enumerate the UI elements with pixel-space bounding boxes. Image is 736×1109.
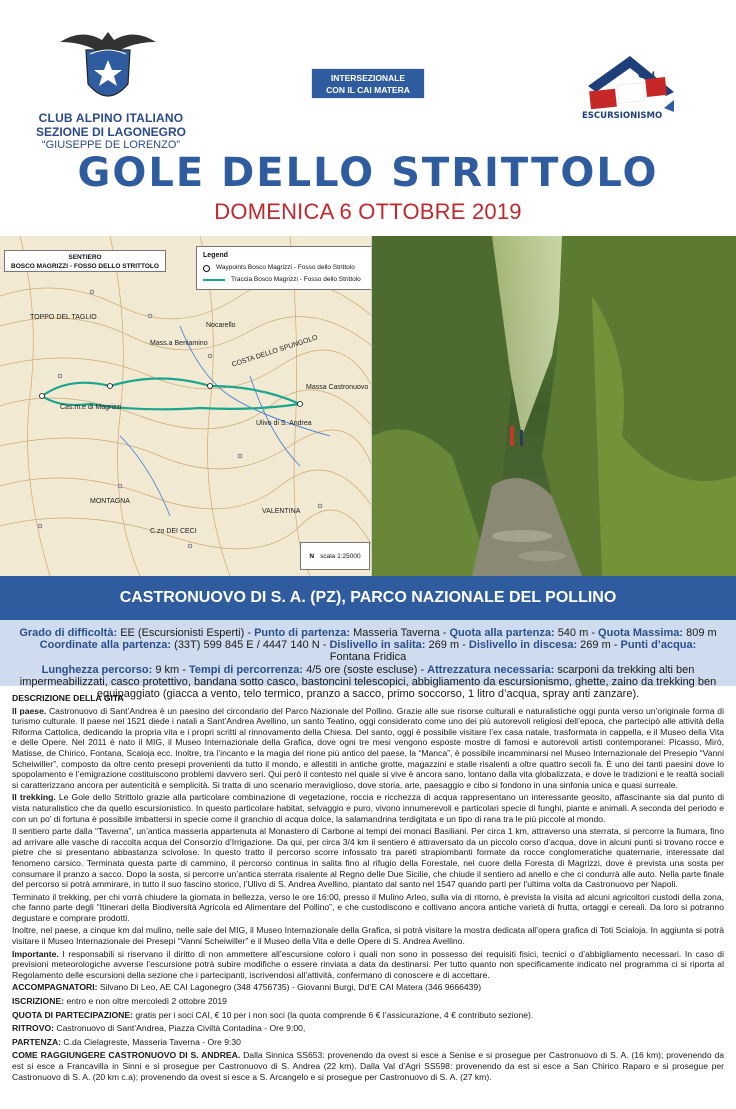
- paese-label: Il paese.: [12, 705, 47, 716]
- map-label-ulivo: Ulivo di S. Andrea: [256, 420, 312, 427]
- description-heading: DESCRIZIONE DELLA GITA: [12, 693, 124, 703]
- trekking-label: Il trekking.: [12, 792, 56, 803]
- paragraph-important: [12, 949, 724, 981]
- map-label-nocarello: Nocarello: [206, 322, 236, 329]
- departure-value: C.da Cielagreste, Masseria Taverna - Ore 9:30: [63, 1036, 241, 1047]
- meeting-line: [12, 1023, 724, 1034]
- departure-line: [12, 1037, 724, 1048]
- start-value: Masseria Taverna: [353, 627, 440, 639]
- up-value: 269 m: [428, 639, 460, 652]
- cai-escursionismo-logo-icon: [578, 56, 678, 122]
- signup-value: entro e non oltre mercoledì 2 ottobre 2019: [66, 996, 227, 1007]
- north-arrow-icon: N: [309, 552, 315, 560]
- coords-label: Coordinate alla partenza:: [39, 639, 172, 652]
- map-trail-title: [4, 250, 166, 272]
- legend-track-row: [203, 274, 365, 286]
- legend-waypoints: Waypoints Bosco Magrizzi - Fosso dello Strittolo: [216, 264, 355, 271]
- map-label-castronuovo: Massa Castronuovo: [306, 384, 369, 391]
- down-label: Dislivello in discesa:: [468, 639, 578, 652]
- map-label-valentina: VALENTINA: [262, 508, 301, 515]
- location-banner: CASTRONUOVO DI S. A. (PZ), PARCO NAZIONALE DEL POLLINO: [0, 576, 736, 620]
- fee-value: gratis per i soci CAI, € 10 per i non soci (la quota comprende 6 € l’assicurazione, 4 € contributo sezione).: [135, 1009, 534, 1020]
- time-label: Tempi di percorrenza:: [188, 663, 304, 676]
- paragraph-trekking-2: Il sentiero parte dalla “Taverna”, un’antica masseria appartenuta al Monastero di Carbone ai tempi dei monaci Basiliani. Per circa 1 km, attraverso una sterrata, si percorre la fiumara, fino ad arrivare alle vasche di raccolta acqua del Consorzio d’Irrigazione. Da qui, per circa 3/4 km il sentiero è attraversato da un piccolo corso d’acqua, dove in alcuni punti si trovano rocce e pietre che si presentano abbastanza scivolose. In questo tratto il percorso scorre infossato tra pareti strapiombanti formate da rocce conglomeratiche quaternarie, interessate dal fenomeno carsico. Terminata questa parte di cammino, il percorso continua in salita fino al rifugio della Forestale, nel cuore della Foresta di Magrizzi, dove è prevista una sosta per consumare il pranzo a sacco. Dopo la sosta, si percorre un’antica sterrata risalente al Regno delle Due Sicilie, che chiude il sentiero ad anello e che ci condurrà alle auto. Nella parte finale del percorso si potrà ammirare, in tutto il suo fascino storico, l’Ulivo di S. Andrea Avellino, piantato dal santo nel 1547 quando partì per l’ultima volta da Castronuovo per Napoli.: [12, 826, 724, 890]
- fee-label: QUOTA DI PARTECIPAZIONE:: [12, 1009, 133, 1020]
- header: [0, 0, 736, 236]
- up-label: Dislivello in salita:: [329, 639, 426, 652]
- map-label-toppo: TOPPO DEL TAGLIO: [30, 314, 97, 321]
- important-label: Importante.: [12, 948, 59, 959]
- legend-track: Traccia Bosco Magrizzi - Fosso dello Strittolo: [231, 276, 361, 283]
- gorge-photo: [372, 236, 736, 576]
- page-title: GOLE DELLO STRITTOLO: [77, 150, 659, 196]
- start-label: Punto di partenza:: [254, 627, 351, 639]
- section-name: SEZIONE DI LAGONEGRO: [35, 125, 186, 139]
- howto-label: COME RAGGIUNGERE CASTRONUOVO DI S. ANDREA.: [12, 1050, 241, 1061]
- howto-line: [12, 1050, 724, 1082]
- guides-value: Silvano Di Leo, AE CAI Lagonegro (348 4756735) - Giovanni Burgi, Dd’E CAI Matera (346 9666439): [99, 982, 482, 993]
- club-identity: [26, 111, 196, 151]
- paragraph-trekking-4: Inoltre, nel paese, a cinque km dal mulino, nelle sale del MIG, il Museo Internazionale della Grafica, si potrà visitare la mostra dedicata all’opera grafica di Toti Scialoja. In aggiunta si potrà visitare il Museo Internazionale dei Presepi “Vanni Scheiwiller” e il Museo della Vita e delle Opere di S. Andrea Avellino.: [12, 925, 724, 947]
- signup-line: [12, 996, 724, 1007]
- fee-line: [12, 1010, 724, 1021]
- track-line-icon: [203, 279, 225, 281]
- map-trail-title-2: BOSCO MAGRIZZI - FOSSO DELLO STRITTOLO: [11, 263, 159, 270]
- esc-label: ESCURSIONISMO: [582, 111, 663, 121]
- howto-value: Dalla Sinnica SS653: provenendo da ovest si esce a Senise e si prosegue per Castronuovo di S. A. (16 km); provenendo da est si esce a Francavilla in Sinni e si prosegue per Castronuovo di S. Andrea (22 km). Dalla Val d’Agri SS598: provenendo da est si esce a San Chirico Raparo e si prosegue per Castronuovo di S. A. (20 km c.a); provenendo da ovest si esce a S. Arcangelo e si prosegue per Castronuovo di S. A. (27 km).: [12, 1050, 725, 1082]
- map-label-beniamino: Mass.a Beniamino: [150, 340, 208, 347]
- guides-label: ACCOMPAGNATORI:: [12, 982, 98, 993]
- length-label: Lunghezza percorso:: [41, 663, 153, 676]
- guides-line: [12, 982, 724, 993]
- time-value: 4/5 ore (soste escluse): [306, 663, 418, 676]
- departure-label: PARTENZA:: [12, 1036, 62, 1047]
- paragraph-trekking: [12, 792, 724, 824]
- intersection-line-2: CON IL CAI MATERA: [326, 85, 410, 95]
- event-date: DOMENICA 6 OTTOBRE 2019: [214, 199, 522, 224]
- water-label: Punti d’acqua:: [620, 639, 697, 652]
- difficulty-label: Grado di difficoltà:: [19, 627, 118, 639]
- cai-eagle-logo-icon: [56, 24, 160, 110]
- paese-text: Castronuovo di Sant’Andrea è un paesino del circondario del Parco Nazionale del Pollino. Grazie alle sue risorse culturali e naturalistiche oggi punta verso un’originale forma di turismo culturale. Il paese nel 1521 diede i natali a Sant’Andrea Avellino, un santo Teatino, oggi considerato come uno dei più autorevoli religiosi dell’epoca, che partecipò alle attività della Riforma Cattolica, dedicando la propria vita e i propri scritti al rinnovamento della Chiesa. Del santo, oggi è possibile visitare l’ex casa natale, trasformata in cappella, e il Museo della Vita e delle Opere. Nel 2011 è nato il MIG, il Museo Internazionale della Grafica, dove ogni tre mesi vengono esposte mostre di famosi e autorevoli artisti contemporanei: Picasso, Mirò, Matisse, de Chirico, Fontana, Scaloja ecc. Inoltre, tra l’incanto e la magia del rione più antico del paese, la “Manca”, è possibile incamminarsi nel Museo Internazionale del Presepio “Vanni Scheiwiller”, composto da oltre cento presepi provenienti da tutto il mondo, e allestiti in antiche grotte, magazzini e stalle risalenti a oltre quattro secoli fa. È uno dei tanti paesini dove lo spopolamento e l’emigrazione costituiscono problemi davvero seri. Qui però il contesto nel quale si vive è ancora sano, lontano dalla vita globalizzata, e dove le tradizioni e le realtà sociali si caratterizzano ancora per autenticità e semplicità. Si tratta di uno scenario meraviglioso, dove storia, arte, paesaggio e cibo si fondono in una sinfonia unica e quasi surreale.: [12, 705, 725, 790]
- map-label-magrizzi: Cas.m.e di Magrizzi: [60, 404, 122, 411]
- max-alt-value: 809 m: [686, 627, 717, 639]
- legend-waypoints-row: [203, 262, 365, 274]
- coords-value: (33T) 599 845 E / 4447 140 N: [174, 639, 320, 652]
- max-alt-label: Quota Massima:: [598, 627, 684, 639]
- trekking-text: Le Gole dello Strittolo grazie alla particolare combinazione di vegetazione, roccia e ricchezza di acqua rappresentano un interessante geosito, affascinante sia dal punto di vista naturalistico che da quello escursionistico. In questo particolare habitat, selvaggio e puro, vivono innumerevoli e particolari specie di funghi, piante e animali. A seconda del periodo e con un po’ di fortuna è possibile imbattersi in specie come il granchio di acqua dolce, la salamandrina terdigitata e un tipo di rana tra le più piccole al mondo.: [12, 792, 725, 824]
- equip-value: scarponi da trekking alti ben impermeabilizzati, casco protettivo, bandana sotto casco, bastoncini telescopici, abbigliamento da escursionismo, ghette, zaino da trekking ben equipaggiato (giacca a vento, telo termico, pranzo a sacco, primo soccorso, 1 litro d’acqua, spray anti zanzare).: [19, 663, 717, 701]
- info-line-1: Grado di difficoltà: EE (Escursionisti Esperti) - Punto di partenza: Masseria Taverna - Quota alla partenza: 540 m - Quota Massima: 809 m: [19, 627, 717, 639]
- water-value: Fontana Fridica: [329, 651, 407, 664]
- map-label-costa: COSTA DELLO SPUNGOLO: [231, 334, 319, 369]
- section-dedication: “GIUSEPPE DE LORENZO”: [41, 139, 181, 151]
- equip-label: Attrezzatura necessaria:: [427, 663, 555, 676]
- map-trail-title-1: SENTIERO: [68, 254, 102, 261]
- trip-description: [12, 693, 724, 1085]
- info-line-2: Coordinate alla partenza: (33T) 599 845 E / 4447 140 N - Dislivello in salita: 269 m - Dislivello in discesa: 269 m - Punti d’acqua: Fontana Fridica: [39, 639, 697, 664]
- map-label-montagna: MONTAGNA: [90, 498, 130, 505]
- meeting-value: Castronuovo di Sant’Andrea, Piazza Civiltà Contadina - Ore 9:00,: [56, 1023, 306, 1034]
- intersection-line-1: INTERSEZIONALE: [330, 73, 406, 83]
- info-line-3: Lunghezza percorso: 9 km - Tempi di percorrenza: 4/5 ore (soste escluse) - Attrezzatura necessaria: scarponi da trekking alti ben impermeabilizzati, casco protettivo, bandana sotto casco, bastoncini telescopici, abbigliamento da escursionismo, ghette, zaino da trekking ben equipaggiato (giacca a vento, telo termico, pranzo a sacco, primo soccorso, 1 litro d’acqua, spray anti zanzare).: [19, 663, 717, 701]
- gorge-photo-graphic: [372, 236, 736, 576]
- waypoint-marker-icon: [203, 265, 210, 272]
- map-scale: [300, 542, 370, 570]
- club-name: CLUB ALPINO ITALIANO: [38, 111, 184, 125]
- map-label-cdei: C.zo DEI CECI: [150, 528, 197, 535]
- start-alt-value: 540 m: [557, 627, 589, 639]
- trail-map: [0, 236, 372, 576]
- length-value: 9 km: [155, 663, 180, 676]
- difficulty-value: EE (Escursionisti Esperti): [120, 627, 245, 639]
- paragraph-trekking-3: Terminato il trekking, per chi vorrà chiudere la giornata in bellezza, verso le ore 16:00, presso il Mulino Arleo, sulla via di ritorno, è prevista la visita ad alcuni agricoltori custodi della zona, che fanno parte degli “Itinerari della Biodiversità Agricola ed Alimentare del Pollino”, e che custodiscono e coltivano ancora antiche varietà di frutta, ortaggi e cereali. Da loro si potranno degustare e comprare prodotti.: [12, 891, 724, 923]
- start-alt-label: Quota alla partenza:: [449, 627, 555, 639]
- signup-label: ISCRIZIONE:: [12, 996, 65, 1007]
- down-value: 269 m: [580, 639, 611, 652]
- meeting-label: RITROVO:: [12, 1023, 55, 1034]
- esc-cai-text: CAI: [638, 71, 655, 81]
- map-legend: [196, 246, 372, 290]
- intersection-badge: [311, 68, 425, 99]
- paragraph-paese: [12, 706, 724, 791]
- important-text: I responsabili si riservano il diritto di non ammettere all’escursione coloro i quali non sono in possesso dei requisiti fisici, tecnici o d’abbigliamento necessari. In caso di previsioni meteorologiche avverse l’escursione potrà subire modifiche o essere rinviata a data da destinarsi. Per tutto quanto non specificamente indicato nel programma ci si riporta al Regolamento delle escursioni della sezione che i partecipanti, iscrivendosi all’attività, confermano di conoscere e di accettare.: [12, 948, 724, 980]
- legend-title: Legend: [203, 252, 228, 259]
- map-scale-value: scala 1:25000: [320, 552, 361, 560]
